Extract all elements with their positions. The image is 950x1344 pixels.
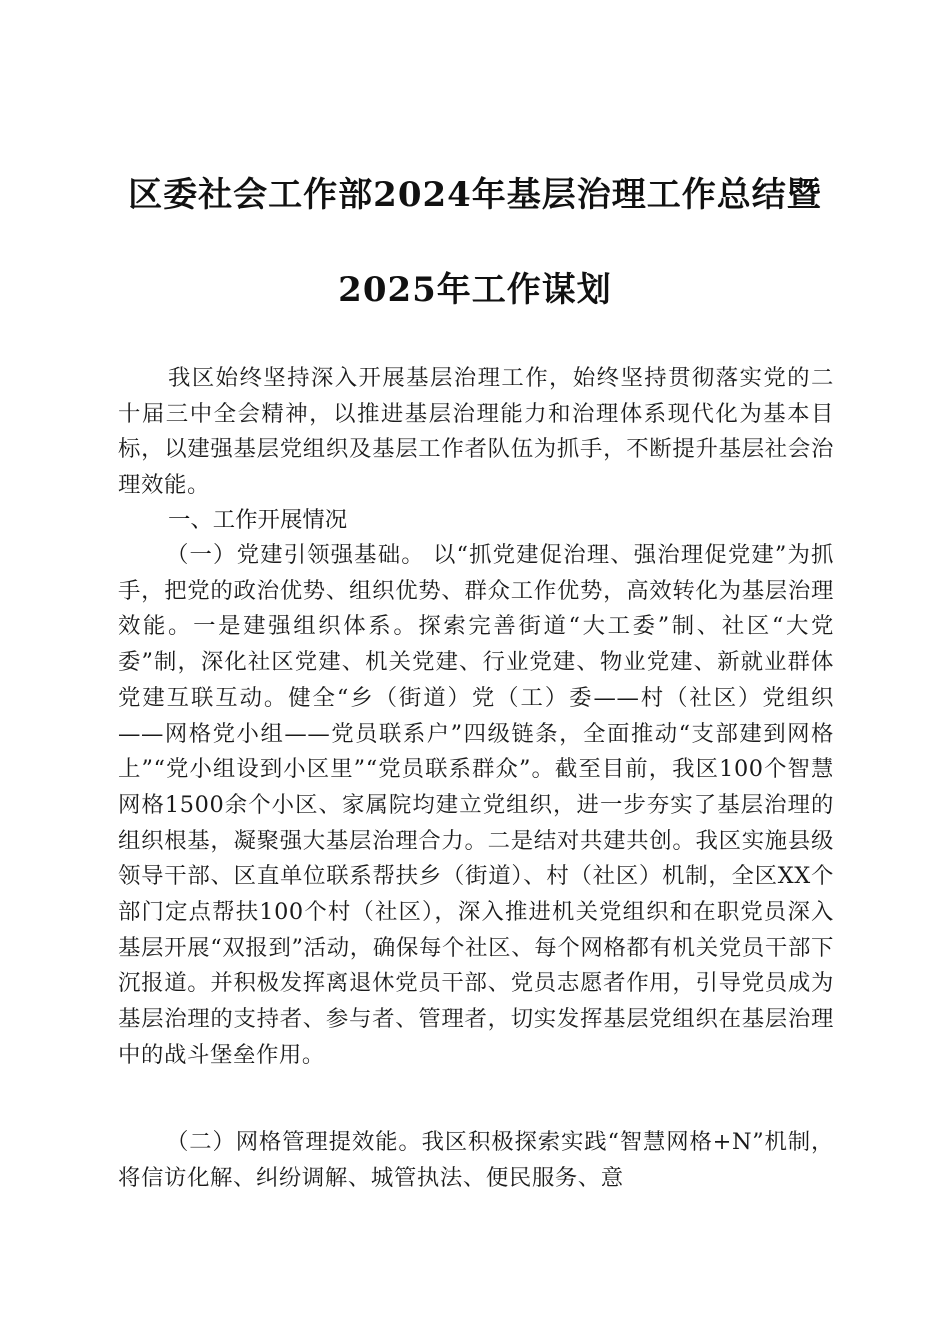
document-title-line-2: 2025年工作谋划 [338, 270, 612, 310]
document-title-line-1: 区委社会工作部2024年基层治理工作总结暨 [128, 175, 822, 215]
subsection-2-paragraph [118, 1125, 834, 1196]
subsection-1-text: 以“抓党建促治理、强治理促党建”为抓手，把党的政治优势、组织优势、群众工作优势，高效转化为基层治理效能。一是建强组织体系。探索完善街道“大工委”制、社区“大党委”制，深化社区党建、机关党建、行业党建、物业党建、新就业群体党建互联互动。健全“乡（街道）党（工）委——村（社区）党组织——网格党小组——党员联系户”四级链条，全面推动“支部建到网格上”“党小组设到小区里”“党员联系群众”。截至目前，我区100个智慧网格1500余个小区、家属院均建立党组织，进一步夯实了基层治理的组织根基，凝聚强大基层治理合力。二是结对共建共创。我区实施县级领导干部、区直单位联系帮扶乡（街道）、村（社区）机制，全区XX个部门定点帮扶100个村（社区），深入推进机关党组织和在职党员深入基层开展“双报到”活动，确保每个社区、每个网格都有机关党员干部下沉报道。并积极发挥离退休党员干部、党员志愿者作用，引导党员成为基层治理的支持者、参与者、管理者，切实发挥基层党组织在基层治理中的战斗堡垒作用。 [118, 542, 834, 1068]
section-1-heading: 一、工作开展情况 [168, 507, 348, 533]
subsection-1-lead: （一）党建引领强基础。 [166, 542, 425, 568]
subsection-2-text: 我区积极探索实践“智慧网格+N”机制，将信访化解、纠纷调解、城管执法、便民服务、意 [118, 1129, 834, 1191]
intro-paragraph: 我区始终坚持深入开展基层治理工作，始终坚持贯彻落实党的二十届三中全会精神，以推进基层治理能力和治理体系现代化为基本目标，以建强基层党组织及基层工作者队伍为抓手，不断提升基层社会治理效能。 [118, 365, 834, 499]
subsection-2-lead: （二）网格管理提效能。 [166, 1129, 422, 1155]
subsection-1-paragraph [118, 538, 834, 1074]
